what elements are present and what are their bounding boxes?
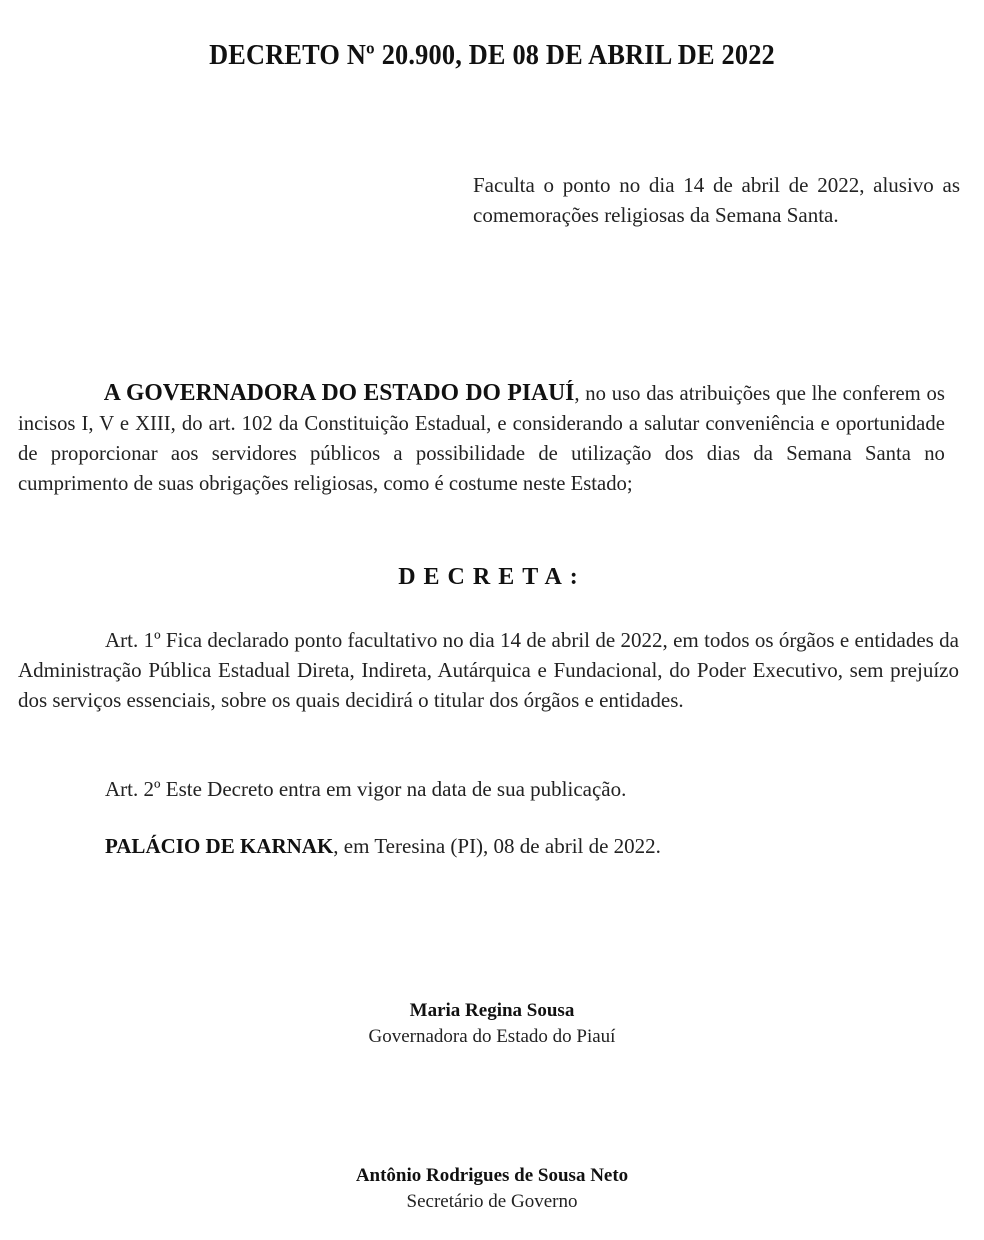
preamble-text: , no uso das atribuições que lhe conferem os incisos I, V e XIII, do art. 102 da Constituição Estadual, e considerando a salutar conveniência e oportunidade de proporcionar aos servidores públicos a possibilidade de utilização dos dias da Semana Santa no cumprimento de suas obrigações religiosas, como é costume neste Estado; (18, 381, 945, 495)
signature-role: Secretário de Governo (406, 1191, 578, 1212)
closing-place: PALÁCIO DE KARNAK (105, 834, 334, 858)
signature-name: Antônio Rodrigues de Sousa Neto (355, 1165, 629, 1186)
decree-summary: Faculta o ponto no dia 14 de abril de 2022, alusivo as comemorações religiosas da Semana Santa. (473, 173, 960, 227)
preamble-lead: A GOVERNADORA DO ESTADO DO PIAUÍ (103, 380, 575, 406)
closing-date: , em Teresina (PI), 08 de abril de 2022. (333, 834, 661, 858)
signature-role: Governadora do Estado do Piauí (368, 1026, 616, 1047)
article-2: Art. 2º Este Decreto entra em vigor na data de sua publicação. (105, 777, 627, 801)
article-1: Art. 1º Fica declarado ponto facultativo no dia 14 de abril de 2022, em todos os órgãos e entidades da Administração Pública Estadual Direta, Indireta, Autárquica e Fundacional, do Poder Executivo, sem prejuízo dos serviços essenciais, sobre os quais decidirá o titular dos órgãos e entidades. (18, 628, 959, 712)
decreta-heading: DECRETA: (398, 564, 586, 590)
signature-name: Maria Regina Sousa (409, 1000, 575, 1021)
signature-governor (0, 998, 984, 1050)
closing-line (105, 831, 965, 861)
preamble-paragraph (18, 378, 945, 498)
signature-secretary (0, 1163, 984, 1215)
decree-title: DECRETO Nº 20.900, DE 08 DE ABRIL DE 2022 (209, 40, 775, 71)
